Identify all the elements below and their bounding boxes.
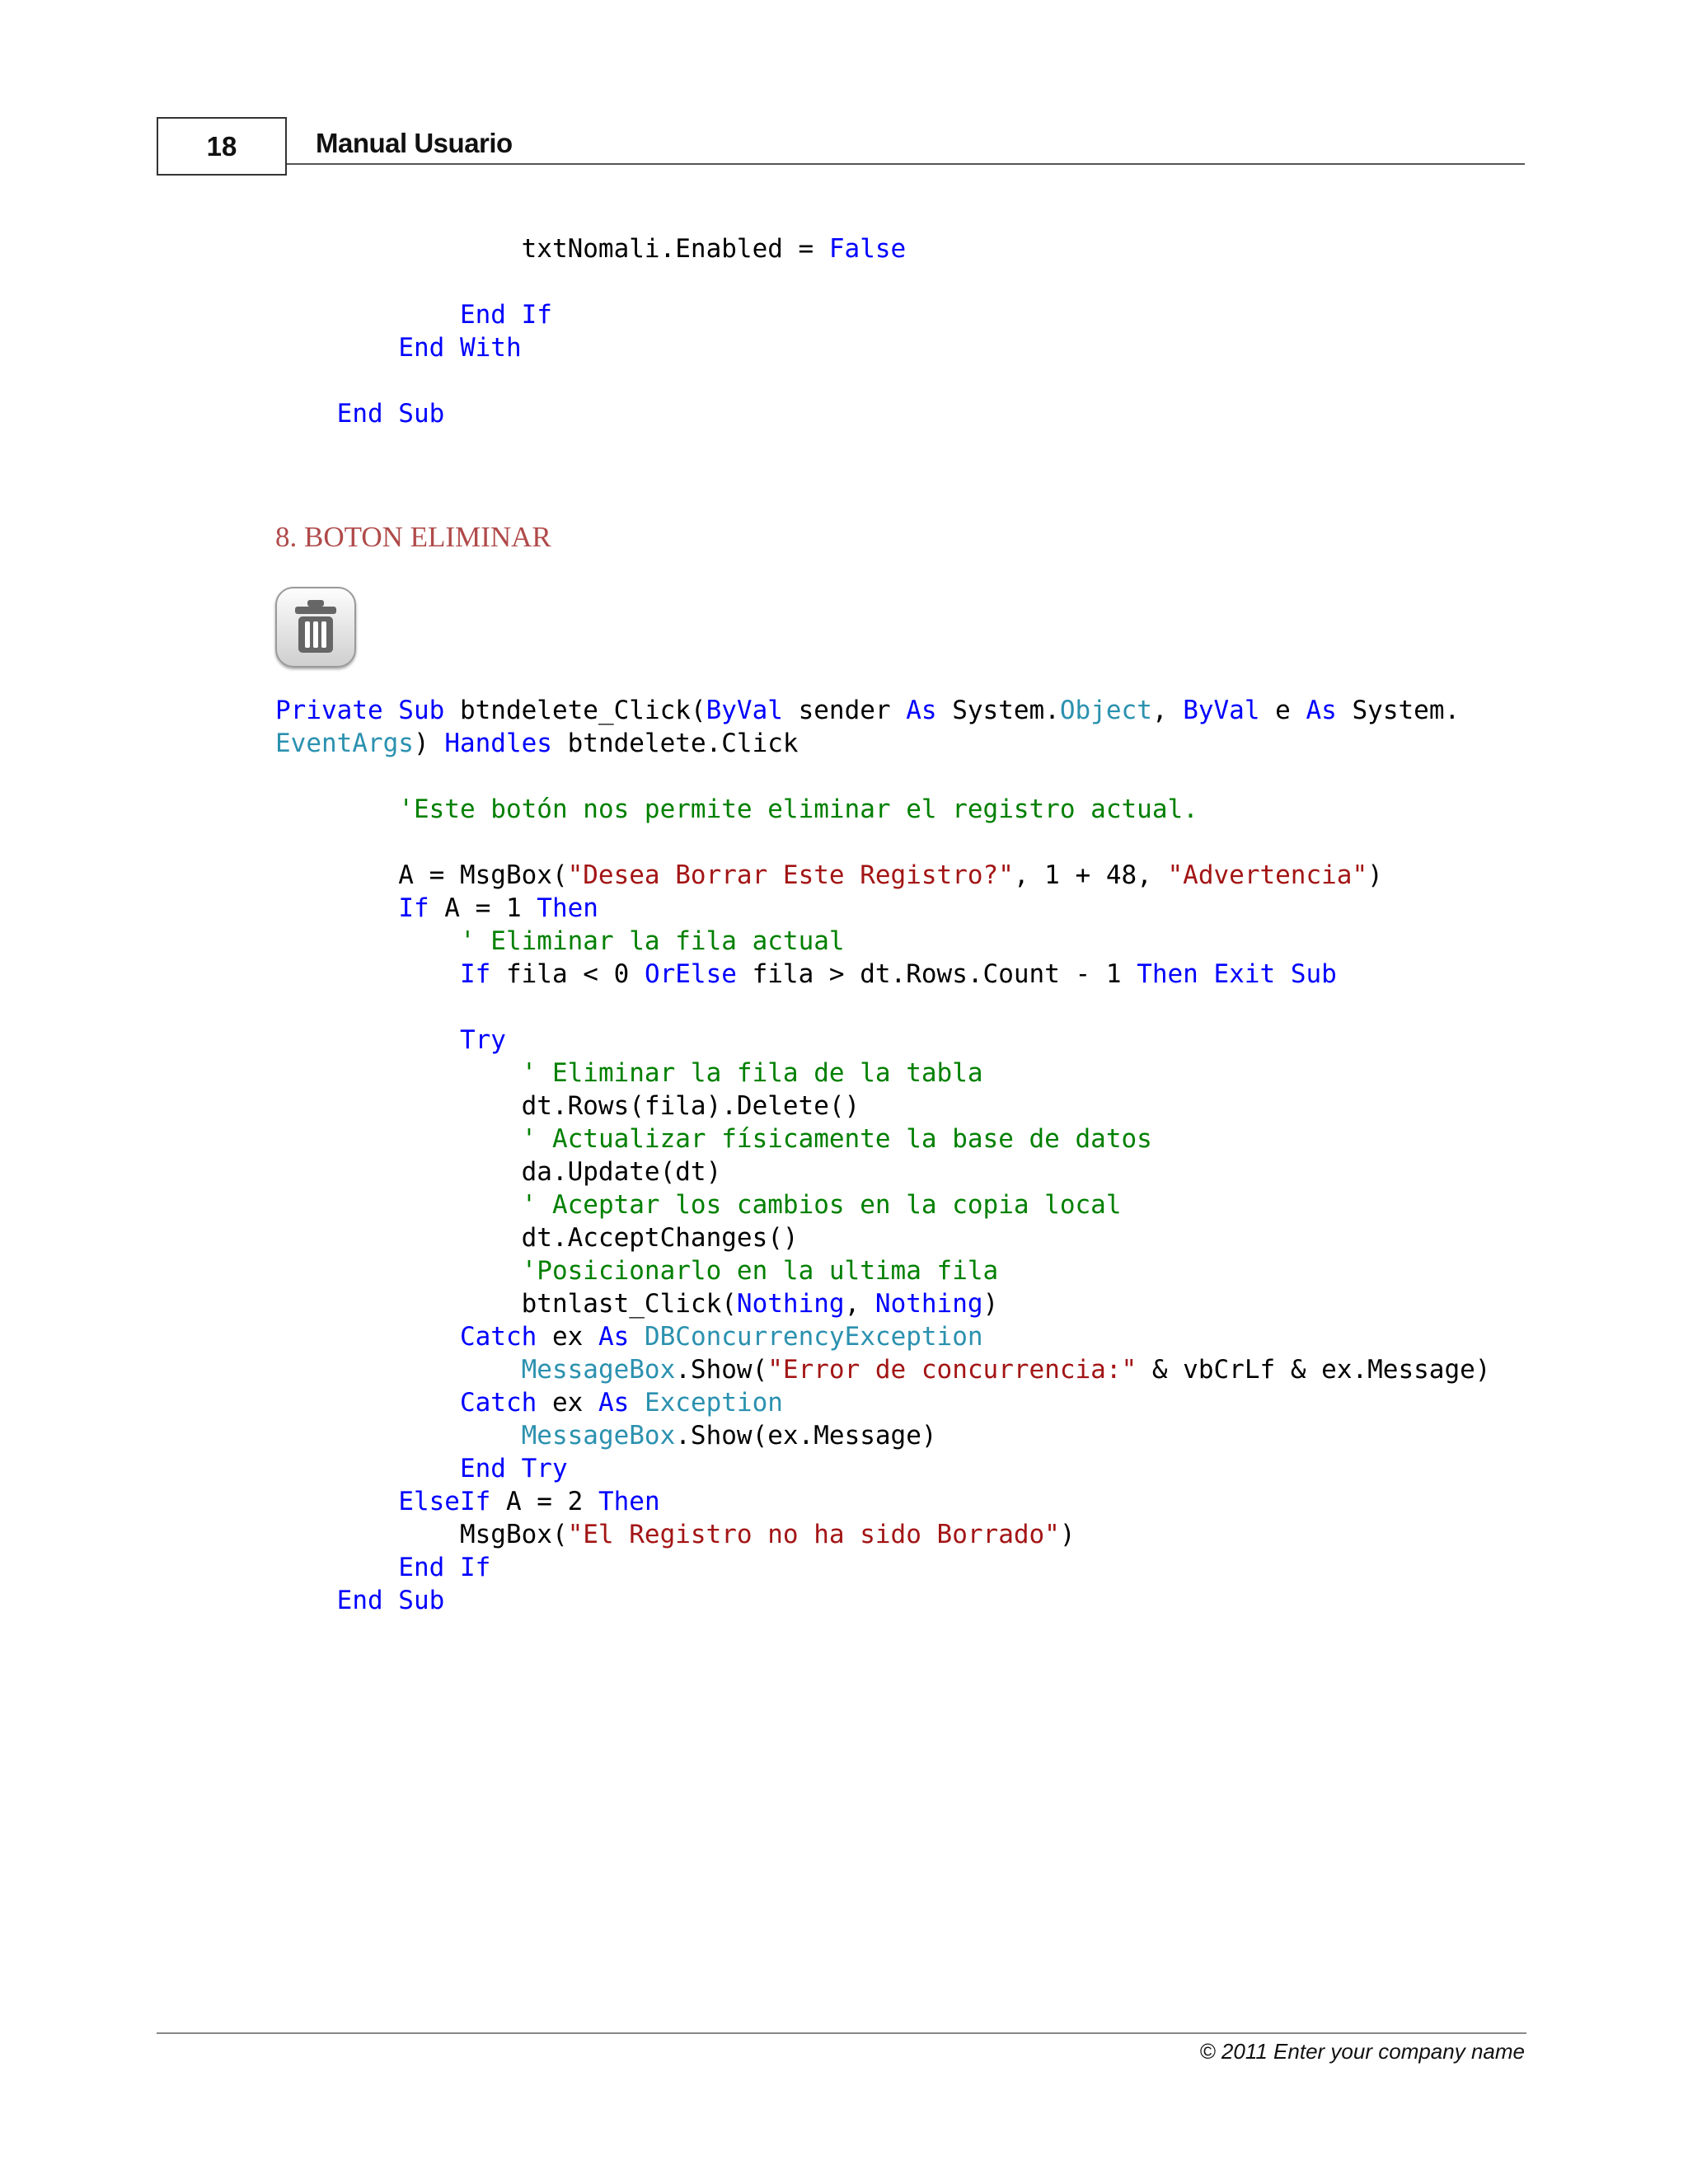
code-line — [275, 1254, 1688, 1287]
code-token — [275, 926, 460, 956]
code-token: Nothing — [874, 1289, 983, 1319]
code-token: MessageBox — [521, 1421, 676, 1451]
code-token: "El Registro no ha sido Borrado" — [567, 1520, 1060, 1549]
code-token: As — [1306, 696, 1337, 725]
code-token: A = 2 — [490, 1487, 598, 1516]
code-token — [275, 399, 337, 429]
code-token: End Try — [459, 1454, 568, 1483]
code-line — [275, 397, 1688, 430]
code-token: 'Posicionarlo en la ultima fila — [521, 1256, 999, 1286]
code-line — [275, 232, 1688, 265]
code-token — [629, 1388, 645, 1418]
code-line — [275, 1320, 1688, 1353]
code-token: False — [828, 234, 907, 264]
code-line — [275, 991, 1688, 1024]
code-line — [275, 727, 1688, 760]
code-token: ) — [1367, 860, 1383, 890]
code-line — [275, 1155, 1688, 1188]
code-token: System. — [1336, 696, 1461, 725]
code-token: ' Eliminar la fila de la tabla — [521, 1058, 983, 1088]
code-token: OrElse — [644, 959, 737, 989]
code-token — [275, 959, 460, 989]
code-token: If — [398, 893, 429, 923]
header-divider — [287, 163, 1525, 165]
footer-divider — [157, 2032, 1526, 2034]
code-line — [275, 1551, 1688, 1584]
code-token — [275, 893, 398, 923]
code-line — [275, 925, 1688, 958]
code-token — [275, 1322, 460, 1352]
code-token: Object — [1059, 696, 1152, 725]
code-line — [275, 1353, 1688, 1386]
code-line — [275, 892, 1688, 925]
code-token — [275, 1487, 398, 1516]
code-token: dt.AcceptChanges() — [275, 1223, 799, 1253]
code-token: ' Actualizar físicamente la base de datos — [521, 1124, 1152, 1154]
code-line — [275, 265, 1688, 298]
code-token: dt.Rows(fila).Delete() — [275, 1091, 860, 1121]
code-token: Then — [598, 1487, 660, 1516]
code-token: Handles — [444, 729, 552, 758]
code-token: txtNomali.Enabled = — [275, 234, 829, 264]
code-line — [275, 1188, 1688, 1221]
code-line — [275, 364, 1688, 397]
code-line — [275, 298, 1688, 331]
code-token — [275, 1553, 398, 1582]
code-token: EventArgs — [275, 729, 414, 758]
code-line — [275, 1518, 1688, 1551]
code-token — [275, 1025, 460, 1055]
code-line — [275, 760, 1688, 793]
code-line — [275, 331, 1688, 364]
code-token: Catch — [459, 1388, 537, 1418]
code-line — [275, 1386, 1688, 1419]
code-token: .Show(ex.Message) — [675, 1421, 937, 1451]
code-token: da.Update(dt) — [275, 1157, 722, 1187]
code-token: ' Eliminar la fila actual — [459, 926, 845, 956]
code-line — [275, 826, 1688, 859]
code-line — [275, 1221, 1688, 1254]
code-token: As — [906, 696, 937, 725]
code-token: ByVal — [1183, 696, 1260, 725]
code-line — [275, 1452, 1688, 1485]
code-token: End If — [398, 1553, 491, 1582]
code-token — [275, 1190, 522, 1220]
code-token — [275, 300, 460, 330]
code-token: MsgBox( — [275, 1520, 568, 1549]
code-token: Try — [459, 1025, 506, 1055]
code-token: End With — [398, 333, 522, 363]
code-token: If — [459, 959, 491, 989]
code-token: End Sub — [336, 1586, 445, 1615]
code-token — [275, 1454, 460, 1483]
code-token: btndelete.Click — [551, 729, 799, 758]
code-token: ByVal — [706, 696, 783, 725]
code-token — [275, 1058, 522, 1088]
code-token: As — [598, 1388, 630, 1418]
code-line — [275, 1057, 1688, 1090]
code-token: fila > dt.Rows.Count - 1 — [736, 959, 1137, 989]
code-token: Nothing — [736, 1289, 845, 1319]
page-number: 18 — [157, 117, 287, 176]
code-token: fila < 0 — [490, 959, 645, 989]
code-line — [275, 1584, 1688, 1617]
code-token: btndelete_Click( — [444, 696, 706, 725]
code-token — [275, 1256, 522, 1286]
code-token: "Advertencia" — [1167, 860, 1368, 890]
code-token: End Sub — [336, 399, 445, 429]
code-line — [275, 1287, 1688, 1320]
code-line — [275, 1419, 1688, 1452]
trash-icon-glyph — [277, 588, 354, 666]
code-token: btnlast_Click( — [275, 1289, 737, 1319]
code-token — [275, 1421, 522, 1451]
code-token: Private Sub — [275, 696, 445, 725]
code-token: MessageBox — [521, 1355, 676, 1385]
code-token: A = MsgBox( — [275, 860, 568, 890]
code-token: ' Aceptar los cambios en la copia local — [521, 1190, 1122, 1220]
code-token — [275, 1124, 522, 1154]
code-token: ) — [1059, 1520, 1076, 1549]
code-token — [275, 1388, 460, 1418]
code-token: ) — [413, 729, 445, 758]
code-token: System. — [936, 696, 1060, 725]
code-token: & vbCrLf & ex.Message) — [1137, 1355, 1491, 1385]
code-token: ) — [982, 1289, 999, 1319]
code-line — [275, 1024, 1688, 1057]
section-heading: 8. BOTON ELIMINAR — [275, 521, 551, 553]
footer-copyright: © 2011 Enter your company name — [1199, 2039, 1525, 2064]
code-token: As — [598, 1322, 630, 1352]
code-token: Then Exit Sub — [1137, 959, 1337, 989]
code-token: End If — [459, 300, 552, 330]
code-token — [629, 1322, 645, 1352]
header-title: Manual Usuario — [316, 128, 513, 158]
code-token — [275, 1586, 337, 1615]
code-token: Exception — [644, 1388, 783, 1418]
code-token — [275, 333, 398, 363]
code-line — [275, 859, 1688, 892]
code-token: Catch — [459, 1322, 537, 1352]
code-token: , — [1151, 696, 1184, 725]
code-token: .Show( — [675, 1355, 768, 1385]
code-line — [275, 793, 1688, 826]
code-line — [275, 1090, 1688, 1122]
code-token: ElseIf — [398, 1487, 491, 1516]
code-block-main — [0, 694, 1688, 1617]
code-token: "Error de concurrencia:" — [767, 1355, 1137, 1385]
code-block-top — [0, 232, 1688, 430]
code-token: DBConcurrencyException — [644, 1322, 983, 1352]
code-line — [275, 1122, 1688, 1155]
code-token: A = 1 — [429, 893, 537, 923]
code-token: e — [1259, 696, 1306, 725]
code-line — [275, 958, 1688, 991]
code-token: , — [844, 1289, 875, 1319]
code-line — [275, 694, 1688, 727]
code-token: Then — [537, 893, 598, 923]
code-line — [275, 1485, 1688, 1518]
code-token — [275, 794, 398, 824]
trash-icon — [275, 587, 356, 668]
code-token: "Desea Borrar Este Registro?" — [567, 860, 1014, 890]
code-token: sender — [782, 696, 907, 725]
code-token: , 1 + 48, — [1013, 860, 1168, 890]
code-token — [275, 1355, 522, 1385]
code-token: ex — [537, 1322, 598, 1352]
code-token: ex — [537, 1388, 598, 1418]
code-token: 'Este botón nos permite eliminar el registro actual. — [398, 794, 1198, 824]
